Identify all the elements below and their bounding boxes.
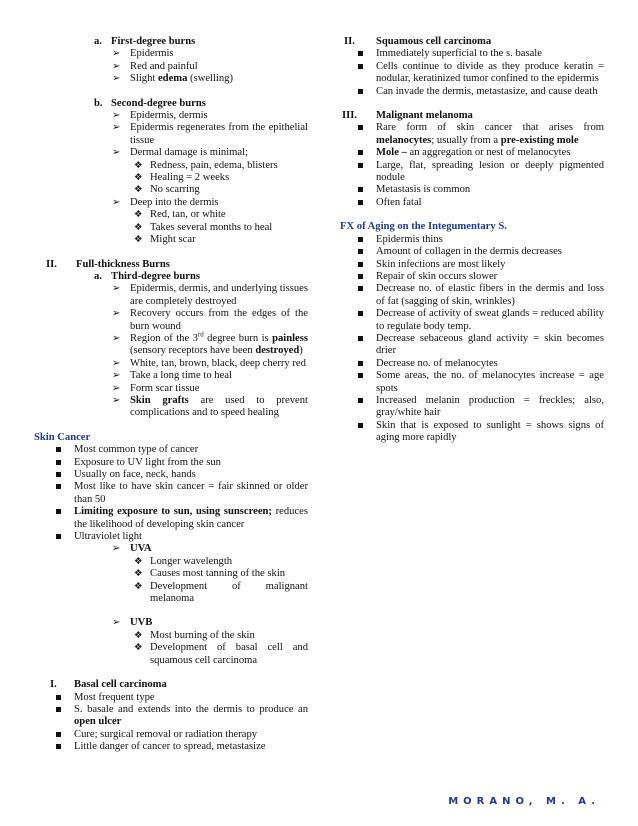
diamond-bullet-icon: ❖ — [134, 159, 143, 171]
skin-cancer-heading: Skin Cancer — [34, 431, 91, 443]
diamond-bullet-icon: ❖ — [134, 184, 143, 196]
melanoma-heading — [340, 110, 604, 122]
arrow-bullet-icon: ➢ — [112, 147, 121, 159]
square-bullet-icon — [56, 729, 61, 741]
arrow-bullet-icon: ➢ — [112, 110, 121, 122]
square-bullet-icon — [358, 420, 363, 432]
list-item: ➢ Red and painful — [112, 60, 198, 72]
diamond-bullet-icon: ❖ — [134, 555, 143, 567]
list-item: ➢ Take a long time to heal — [112, 370, 232, 382]
list-item: Immediately superficial to the s. basale — [340, 48, 604, 60]
list-item: Skin that is exposed to sunlight = shows signs of aging more rapidly — [340, 420, 604, 445]
first-degree-heading — [36, 36, 308, 48]
diamond-bullet-icon: ❖ — [134, 629, 143, 641]
sub-list-item: ❖ Development of basal cell and squamous cell carcinoma — [134, 642, 308, 666]
arrow-bullet-icon: ➢ — [112, 48, 121, 60]
list-item: Cells continue to divide as they produce keratin = nodular, keratinized tumor confined to the epidermis — [340, 61, 604, 86]
arrow-bullet-icon: ➢ — [112, 394, 121, 406]
arrow-bullet-icon: ➢ — [112, 308, 121, 320]
squamous-heading — [340, 36, 604, 48]
diamond-bullet-icon: ❖ — [134, 234, 143, 246]
arrow-bullet-icon: ➢ — [112, 196, 121, 208]
square-bullet-icon — [358, 308, 363, 320]
roman-numeral: II. — [344, 36, 355, 47]
uvb-item: ➢ UVB — [112, 617, 153, 629]
list-item: Repair of skin occurs slower — [340, 271, 604, 283]
square-bullet-icon — [56, 506, 61, 518]
section-title: Third-degree burns — [111, 270, 200, 282]
list-item: ➢ Slight edema (swelling) — [112, 73, 233, 85]
list-label: a. — [94, 36, 102, 47]
list-item: ➢ Region of the 3rd degree burn is painless (sensory receptors have been destroyed) — [112, 330, 308, 357]
list-item: ➢ Epidermis — [112, 48, 174, 60]
diamond-bullet-icon: ❖ — [134, 221, 143, 233]
list-item: Amount of collagen in the dermis decreases — [340, 246, 604, 258]
list-item: Some areas, the no. of melanocytes increase = age spots — [340, 370, 604, 395]
sub-list-item: ❖ Might scar — [134, 234, 196, 246]
section-title: First-degree burns — [111, 36, 196, 47]
list-item: Usually on face, neck, hands — [36, 469, 308, 481]
square-bullet-icon — [358, 48, 363, 60]
arrow-bullet-icon: ➢ — [112, 370, 121, 382]
diamond-bullet-icon: ❖ — [134, 580, 143, 592]
list-item: Decrease no. of melanocytes — [340, 358, 604, 370]
square-bullet-icon — [358, 259, 363, 271]
list-item: Large, flat, spreading lesion or deeply pigmented nodule — [340, 160, 604, 185]
list-item: Often fatal — [340, 197, 604, 209]
sub-list-item: ❖ Most burning of the skin — [134, 629, 255, 641]
list-item: ➢ Skin grafts are used to prevent complications and to speed healing — [112, 394, 308, 419]
arrow-bullet-icon: ➢ — [112, 73, 121, 85]
list-item: Increased melanin production = freckles; also, gray/white hair — [340, 395, 604, 420]
left-column — [36, 36, 308, 754]
square-bullet-icon — [358, 234, 363, 246]
list-label: a. — [94, 270, 102, 282]
list-item: ➢ Dermal damage is minimal; — [112, 147, 248, 159]
right-column — [340, 36, 604, 445]
list-item: Can invade the dermis, metastasize, and cause death — [340, 86, 604, 98]
square-bullet-icon — [358, 333, 363, 345]
list-item: ➢ Epidermis regenerates from the epithelial tissue — [112, 122, 308, 146]
list-item: Rare form of skin cancer that arises from melanocytes; usually from a pre-existing mole — [340, 122, 604, 147]
square-bullet-icon — [56, 704, 61, 716]
aging-list — [340, 234, 604, 445]
list-item: Little danger of cancer to spread, metastasize — [36, 741, 308, 753]
list-item: Cure; surgical removal or radiation therapy — [36, 729, 308, 741]
list-item: ➢ White, tan, brown, black, deep cherry red — [112, 357, 306, 369]
list-item: Epidermis thins — [340, 234, 604, 246]
list-item: Decrease no. of elastic fibers in the dermis and loss of fat (sagging of skin, wrinkles) — [340, 283, 604, 308]
square-bullet-icon — [56, 457, 61, 469]
square-bullet-icon — [358, 147, 363, 159]
sub-list-item: ❖ Takes several months to heal — [134, 221, 273, 233]
list-item: Most like to have skin cancer = fair skinned or older than 50 — [36, 481, 308, 506]
list-item: Limiting exposure to sun, using sunscreen; reduces the likelihood of developing skin cancer — [36, 506, 308, 531]
roman-numeral: III. — [342, 110, 358, 122]
square-bullet-icon — [358, 122, 363, 134]
square-bullet-icon — [56, 444, 61, 456]
sub-list-item: ❖ Causes most tanning of the skin — [134, 568, 286, 580]
section-title: Second-degree burns — [111, 97, 206, 109]
square-bullet-icon — [358, 283, 363, 295]
diamond-bullet-icon: ❖ — [134, 172, 143, 184]
arrow-bullet-icon: ➢ — [112, 60, 121, 72]
square-bullet-icon — [56, 531, 61, 543]
square-bullet-icon — [358, 370, 363, 382]
list-item: ➢ Epidermis, dermis — [112, 110, 208, 122]
roman-numeral: II. — [46, 258, 57, 270]
square-bullet-icon — [56, 469, 61, 481]
diamond-bullet-icon: ❖ — [134, 642, 143, 654]
arrow-bullet-icon: ➢ — [112, 283, 121, 295]
arrow-bullet-icon: ➢ — [112, 357, 121, 369]
section-title: Full-thickness Burns — [76, 258, 170, 270]
list-item: ➢ Form scar tissue — [112, 382, 200, 394]
arrow-bullet-icon: ➢ — [112, 122, 121, 134]
roman-numeral: I. — [50, 679, 57, 691]
list-item: Mole – an aggregation or nest of melanocytes — [340, 147, 604, 159]
list-item: Decrease sebaceous gland activity = skin becomes drier — [340, 333, 604, 358]
list-item: ➢ Recovery occurs from the edges of the burn wound — [112, 308, 308, 332]
list-item: Skin infections are most likely — [340, 259, 604, 271]
arrow-bullet-icon: ➢ — [112, 543, 121, 555]
square-bullet-icon — [358, 61, 363, 73]
arrow-bullet-icon: ➢ — [112, 332, 121, 344]
sub-list-item: ❖ Red, tan, or white — [134, 209, 226, 221]
list-item: S. basale and extends into the dermis to produce an open ulcer — [36, 704, 308, 729]
square-bullet-icon — [358, 86, 363, 98]
list-item: Ultraviolet light — [36, 531, 308, 543]
aging-heading: FX of Aging on the Integumentary S. — [340, 221, 507, 233]
third-degree-heading — [36, 271, 308, 283]
square-bullet-icon — [56, 481, 61, 493]
sub-list-item: ❖ No scarring — [134, 184, 200, 196]
basal-heading — [36, 679, 308, 691]
square-bullet-icon — [358, 246, 363, 258]
square-bullet-icon — [56, 741, 61, 753]
uva-item: ➢ UVA — [112, 543, 152, 555]
arrow-bullet-icon: ➢ — [112, 382, 121, 394]
sub-list-item: ❖ Longer wavelength — [134, 555, 233, 567]
arrow-bullet-icon: ➢ — [112, 617, 121, 629]
square-bullet-icon — [358, 271, 363, 283]
list-item: Exposure to UV light from the sun — [36, 457, 308, 469]
second-degree-heading — [36, 98, 308, 110]
square-bullet-icon — [358, 160, 363, 172]
square-bullet-icon — [358, 358, 363, 370]
diamond-bullet-icon: ❖ — [134, 568, 143, 580]
section-title: Squamous cell carcinoma — [376, 36, 492, 47]
list-item: Decrease of activity of sweat glands = reduced ability to regulate body temp. — [340, 308, 604, 333]
list-item: Most frequent type — [36, 692, 308, 704]
square-bullet-icon — [358, 184, 363, 196]
square-bullet-icon — [56, 692, 61, 704]
list-label: b. — [94, 97, 103, 109]
diamond-bullet-icon: ❖ — [134, 209, 143, 221]
sub-list-item: ❖ Development of malignant melanoma — [134, 580, 308, 605]
square-bullet-icon — [358, 395, 363, 407]
square-bullet-icon — [358, 197, 363, 209]
sub-list-item: ❖ Redness, pain, edema, blisters — [134, 159, 278, 171]
section-title: Malignant melanoma — [376, 110, 473, 122]
sub-list-item: ❖ Healing = 2 weeks — [134, 172, 230, 184]
list-item: Metastasis is common — [340, 184, 604, 196]
full-thickness-heading — [36, 259, 308, 271]
list-item: Most common type of cancer — [36, 444, 308, 456]
list-item: ➢ Epidermis, dermis, and underlying tissues are completely destroyed — [112, 283, 308, 307]
list-item: ➢ Deep into the dermis — [112, 196, 219, 208]
author-footer: MORANO, M. A. — [448, 796, 600, 807]
section-title: Basal cell carcinoma — [74, 679, 167, 691]
